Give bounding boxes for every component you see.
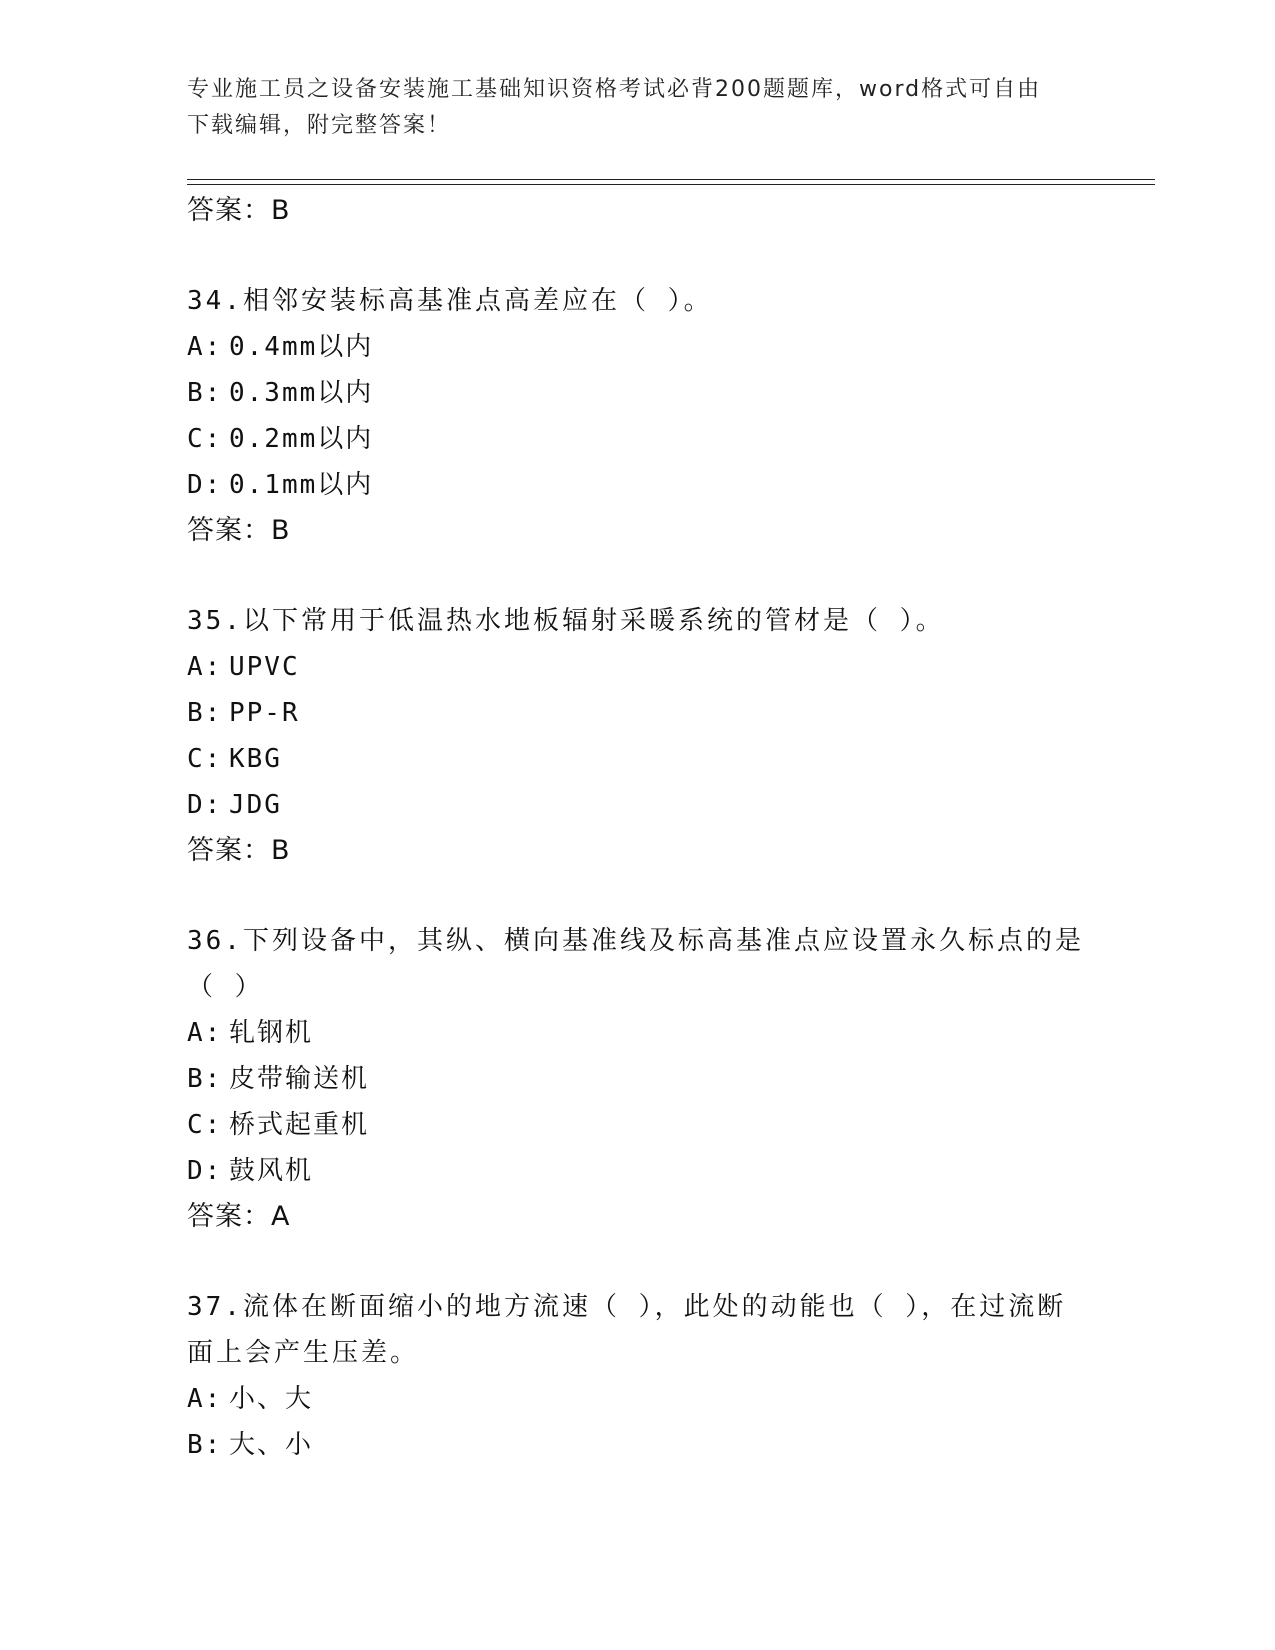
question-stem: 36.下列设备中，其纵、横向基准线及标高基准点应设置永久标点的是（ ） — [187, 926, 1084, 1002]
option-key: D: — [187, 1156, 223, 1186]
option-b — [187, 370, 1087, 416]
question-35 — [187, 598, 1087, 874]
option-a — [187, 1376, 1087, 1422]
document-header — [187, 72, 1067, 144]
option-text: PP-R — [229, 698, 300, 728]
header-line-1: 专业施工员之设备安装施工基础知识资格考试必背200题题库，word格式可自由 — [187, 77, 1042, 102]
option-key: D: — [187, 790, 223, 820]
option-key: C: — [187, 424, 223, 454]
option-text: 轧钢机 — [229, 1018, 314, 1048]
option-b — [187, 1422, 1087, 1468]
question-stem: 34.相邻安装标高基准点高差应在（ ）。 — [187, 286, 713, 316]
option-key: C: — [187, 744, 223, 774]
answer-line: 答案：B — [187, 195, 291, 226]
question-stem: 35.以下常用于低温热水地板辐射采暖系统的管材是（ ）。 — [187, 606, 945, 636]
answer-line: 答案：B — [187, 515, 291, 546]
option-key: D: — [187, 470, 223, 500]
option-text: 0.2mm以内 — [229, 424, 374, 454]
option-key: C: — [187, 1110, 223, 1140]
question-34 — [187, 278, 1087, 554]
option-text: 0.4mm以内 — [229, 332, 374, 362]
option-c — [187, 416, 1087, 462]
header-divider-bottom — [187, 184, 1155, 185]
option-text: UPVC — [229, 652, 300, 682]
question-37 — [187, 1284, 1087, 1468]
option-key: B: — [187, 698, 223, 728]
question-list — [187, 188, 1087, 1468]
question-36 — [187, 918, 1087, 1240]
option-text: 小、大 — [229, 1384, 314, 1414]
option-a — [187, 324, 1087, 370]
option-c — [187, 736, 1087, 782]
answer-line: 答案：B — [187, 835, 291, 866]
option-c — [187, 1102, 1087, 1148]
option-text: 0.1mm以内 — [229, 470, 374, 500]
option-text: 鼓风机 — [229, 1156, 314, 1186]
option-key: B: — [187, 1430, 223, 1460]
header-line-2: 下载编辑，附完整答案！ — [187, 113, 452, 138]
option-a — [187, 1010, 1087, 1056]
option-a — [187, 644, 1087, 690]
option-d — [187, 462, 1087, 508]
option-b — [187, 690, 1087, 736]
option-text: 皮带输送机 — [229, 1064, 370, 1094]
option-text: 大、小 — [229, 1430, 314, 1460]
option-d — [187, 782, 1087, 828]
option-text: 桥式起重机 — [229, 1110, 370, 1140]
question-stem: 37.流体在断面缩小的地方流速（ ），此处的动能也（ ），在过流断面上会产生压差。 — [187, 1292, 1067, 1368]
option-b — [187, 1056, 1087, 1102]
option-key: A: — [187, 1018, 223, 1048]
header-divider-top — [187, 179, 1155, 180]
option-key: A: — [187, 652, 223, 682]
answer-line: 答案：A — [187, 1201, 291, 1232]
option-key: B: — [187, 1064, 223, 1094]
option-text: JDG — [229, 790, 282, 820]
option-key: B: — [187, 378, 223, 408]
option-key: A: — [187, 1384, 223, 1414]
option-text: 0.3mm以内 — [229, 378, 374, 408]
option-key: A: — [187, 332, 223, 362]
option-d — [187, 1148, 1087, 1194]
option-text: KBG — [229, 744, 282, 774]
